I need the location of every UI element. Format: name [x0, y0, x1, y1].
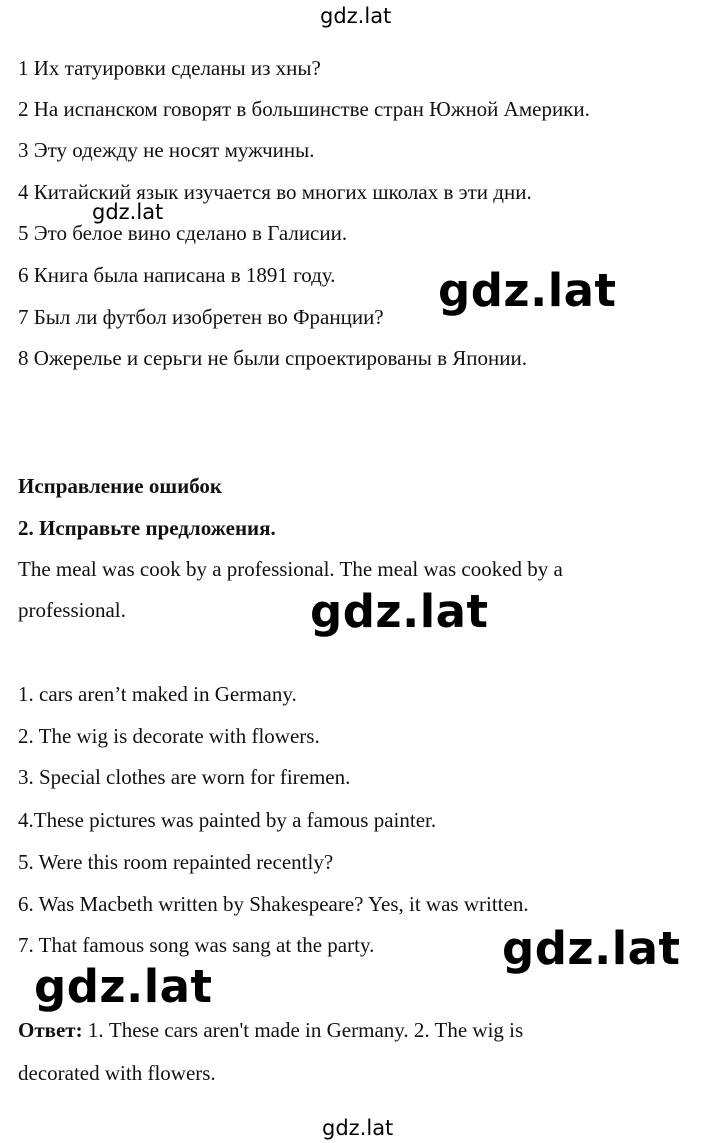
- answer-label: Ответ:: [18, 1018, 83, 1042]
- exercise-item: 4.These pictures was painted by a famous painter.: [18, 808, 437, 832]
- sentence-line: 1 Их татуировки сделаны из хны?: [18, 56, 321, 80]
- answer-line: decorated with flowers.: [18, 1061, 216, 1085]
- sentence-line: 3 Эту одежду не носят мужчины.: [18, 138, 315, 162]
- exercise-item: 5. Were this room repainted recently?: [18, 850, 334, 874]
- watermark-large: gdz.lat: [502, 922, 681, 975]
- example-line: The meal was cook by a professional. The meal was cooked by a: [18, 557, 563, 581]
- exercise-item: 3. Special clothes are worn for firemen.: [18, 765, 351, 789]
- sentence-line: 8 Ожерелье и серьги не были спроектированы в Японии.: [18, 346, 527, 370]
- exercise-item: 2. The wig is decorate with flowers.: [18, 724, 320, 748]
- sentence-line: 6 Книга была написана в 1891 году.: [18, 263, 336, 287]
- sentence-line: 2 На испанском говорят в большинстве стран Южной Америки.: [18, 97, 590, 121]
- answer-line: [18, 1020, 523, 1041]
- section-title: Исправление ошибок: [18, 474, 223, 498]
- task-title: 2. Исправьте предложения.: [18, 516, 276, 540]
- example-line: professional.: [18, 598, 126, 622]
- sentence-line: 7 Был ли футбол изобретен во Франции?: [18, 305, 384, 329]
- sentence-line: 4 Китайский язык изучается во многих школах в эти дни.: [18, 180, 532, 204]
- exercise-item: 6. Was Macbeth written by Shakespeare? Yes, it was written.: [18, 892, 529, 916]
- watermark-bottom: gdz.lat: [322, 1116, 394, 1140]
- sentence-line: 5 Это белое вино сделано в Галисии.: [18, 221, 348, 245]
- watermark-large: gdz.lat: [438, 264, 617, 317]
- exercise-item: 7. That famous song was sang at the party.: [18, 933, 375, 957]
- watermark-top: gdz.lat: [320, 4, 392, 28]
- watermark-large: gdz.lat: [34, 960, 213, 1013]
- answer-text: 1. These cars aren't made in Germany. 2. The wig is: [82, 1018, 524, 1042]
- exercise-item: 1. cars aren’t maked in Germany.: [18, 682, 297, 706]
- watermark-small: gdz.lat: [92, 200, 164, 224]
- watermark-large: gdz.lat: [310, 585, 489, 638]
